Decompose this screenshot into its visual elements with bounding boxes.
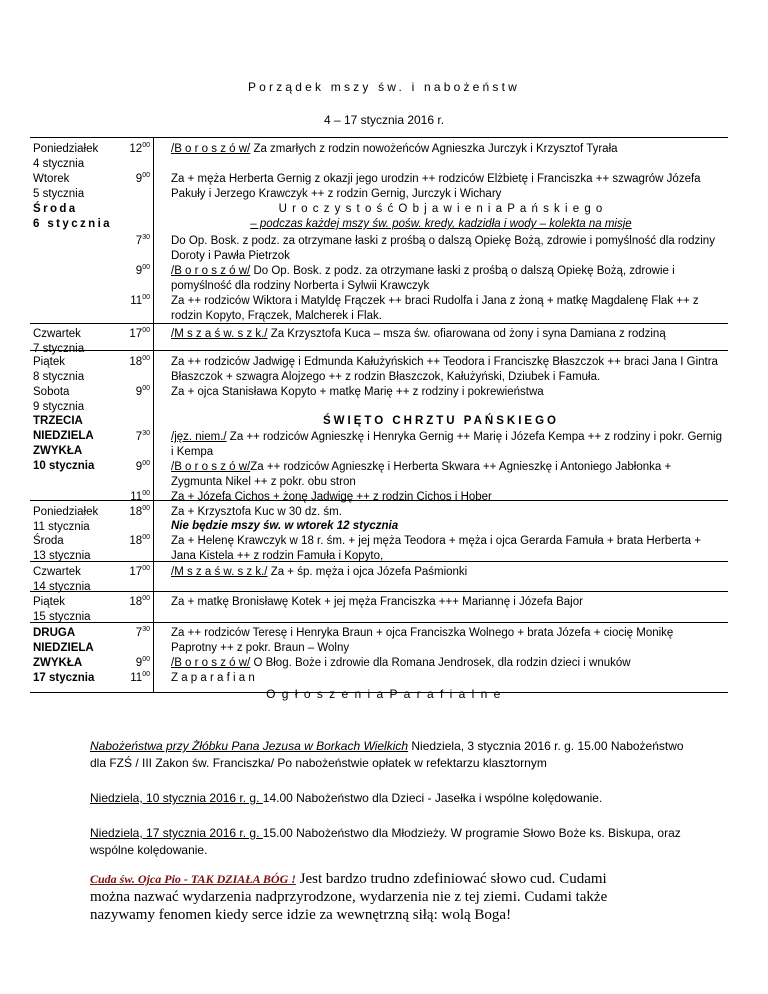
day-label: DRUGA NIEDZIELA ZWYKŁA 17 stycznia	[33, 627, 95, 684]
mass-intention: /M s z a ś w. s z k./ Za Krzysztofa Kuca – msza św. ofiarowana od żony i syna Damiana z rodziną	[171, 328, 666, 340]
day-label: Czwartek 14 stycznia	[33, 566, 91, 593]
table-column-divider	[153, 137, 154, 692]
mass-intention: /B o r o s z ó w/Za ++ rodziców Agnieszkę i Herberta Skwara ++ Agnieszkę i Antoniego Jabłonka + Zygmunta Nikel ++ z pokr. obu stron	[171, 461, 672, 488]
date-range: 4 – 17 stycznia 2016 r.	[323, 113, 445, 127]
mass-time: $9^{00}$	[135, 460, 150, 473]
mass-intention: Za ++ rodziców Wiktora i Matyldę Frączek ++ braci Rudolfa i Jana z żoną + matkę Magdalenę Flak ++ z rodzin Kopyto, Frączek, Malcherek i Flak.	[171, 295, 699, 322]
day-label: Sobota 9 stycznia	[33, 386, 85, 413]
feast-note: – podczas każdej mszy św. pośw. kredy, kadzidła i wody – kolekta na misje	[250, 218, 632, 230]
feast-heading: U r o c z y s t o ś ć O b j a w i e n i a P a ń s k i e g o	[278, 203, 604, 215]
notice-item: Niedziela, 10 stycznia 2016 r. g. 14.00 Nabożeństwo dla Dzieci - Jasełka i wspólne kolędowanie.	[90, 791, 603, 805]
mass-intention: /M s z a ś w. s z k./ Za + śp. męża i ojca Józefa Paśmionki	[171, 566, 468, 578]
day-label: Środa 6 stycznia	[33, 203, 112, 230]
mass-intention: Za ++ rodziców Teresę i Henryka Braun + ojca Franciszka Wolnego + brata Józefa + ciocię Monikę Paprotny ++ z pokr. Braun – Wolny	[171, 627, 674, 654]
mass-time: $7^{30}$	[135, 626, 150, 639]
mass-intention: Za + Krzysztofa Kuc w 30 dz. śm.	[171, 506, 342, 518]
day-label: Poniedziałek 4 stycznia	[33, 143, 99, 170]
day-label: Piątek 15 stycznia	[33, 596, 91, 623]
day-label: TRZECIA NIEDZIELA ZWYKŁA 10 stycznia	[33, 415, 95, 472]
day-label: Piątek 8 stycznia	[33, 356, 85, 383]
mass-time: $11^{00}$	[130, 294, 150, 307]
mass-intention: /B o r o s z ó w/ Do Op. Bosk. z podz. za otrzymane łaski z prośbą o dalszą Opiekę Bożą, zdrowie i pomyślność dla rodziny Norberta i Sylwii Krawczyk	[171, 265, 675, 292]
mass-intention: Z a p a r a f i a n	[171, 672, 255, 684]
mass-intention: /jęz. niem./ Za ++ rodziców Agnieszkę i Henryka Gernig ++ Marię i Józefa Kempa ++ z rodziny i pokr. Gernig i Kempa	[171, 431, 722, 458]
notice-item: Nabożeństwa przy Żłóbku Pana Jezusa w Borkach Wielkich Niedziela, 3 stycznia 2016 r. g. 15.00 Nabożeństwo dla FZŚ / III Zakon św. Franciszka/ Po nabożeństwie opłatek w refektarzu klasztornym	[90, 739, 684, 770]
mass-time: $9^{00}$	[135, 264, 150, 277]
mass-intention: Za + Józefa Cichos + żonę Jadwigę ++ z rodzin Cichos i Hober	[171, 491, 492, 503]
mass-time: $18^{00}$	[129, 355, 150, 368]
mass-intention: /B o r o s z ó w/ O Błog. Boże i zdrowie dla Romana Jendrosek, dla rodzin dzieci i wnuków	[171, 657, 631, 669]
pio-article: Cuda św. Ojca Pio - TAK DZIAŁA BÓG ! Jest bardzo trudno zdefiniować słowo cud. Cudami można nazwać wydarzenia nadprzyrodzone, wydarzenia nie z tej ziemi. Cudami także nazywamy fenomen kiedy serce idzie za wewnętrzną siłą: wolą Boga!	[90, 871, 608, 923]
mass-time: $9^{00}$	[135, 385, 150, 398]
mass-time: $18^{00}$	[129, 534, 150, 547]
announcements-heading: O g ł o s z e n i a P a r a f i a l n e	[266, 687, 502, 701]
mass-intention: Za + ojca Stanisława Kopyto + matkę Marię ++ z rodziny i pokrewieństwa	[171, 386, 544, 398]
mass-intention: Do Op. Bosk. z podz. za otrzymane łaski z prośbą o dalszą Opiekę Bożą, zdrowie i pomyślność dla rodziny Doroty i Pawła Pietrzok	[171, 235, 715, 262]
mass-time: $12^{00}$	[129, 142, 150, 155]
mass-intention: Za + męża Herberta Gernig z okazji jego urodzin ++ rodziców Elżbietę i Franciszka ++ szwagrów Józefa Pakuły i Jerzego Krawczyk ++ z rodzin Gernig, Jurczyk i Wichary	[171, 173, 701, 200]
mass-intention: Za + Helenę Krawczyk w 18 r. śm. + jej męża Teodora + męża i ojca Gerarda Famuła + brata Herberta + Jana Kistela ++ z rodzin Famuła i Kopyto,	[171, 535, 701, 562]
mass-intention: /B o r o s z ó w/ Za zmarłych z rodzin nowożeńców Agnieszka Jurczyk i Krzysztof Tyrała	[171, 143, 618, 155]
mass-time: $7^{30}$	[135, 234, 150, 247]
day-label: Poniedziałek 11 stycznia	[33, 506, 99, 533]
mass-time: $11^{00}$	[130, 671, 150, 684]
mass-time: $18^{00}$	[129, 595, 150, 608]
mass-time: $17^{00}$	[129, 565, 150, 578]
notice-item: Niedziela, 17 stycznia 2016 r. g. 15.00 Nabożeństwo dla Młodzieży. W programie Słowo Boże ks. Biskupa, oraz wspólne kolędowanie.	[90, 826, 681, 857]
mass-time: $18^{00}$	[129, 505, 150, 518]
day-label: Wtorek 5 stycznia	[33, 173, 85, 200]
day-label: Czwartek 7 stycznia	[33, 328, 85, 355]
mass-time: $7^{30}$	[135, 430, 150, 443]
mass-time: $9^{00}$	[135, 172, 150, 185]
mass-time: $17^{00}$	[129, 327, 150, 340]
day-label: Środa 13 stycznia	[33, 535, 91, 562]
mass-intention: Za ++ rodziców Jadwigę i Edmunda Kałużyńskich ++ Teodora i Franciszkę Błaszczok ++ braci Jana I Gintra Błaszczok + szwagra Alojzego ++ z rodzin Błaszczok, Kałużyński, Dziubek i Famuła.	[171, 356, 718, 383]
table-top-border	[30, 137, 728, 138]
no-mass-notice: Nie będzie mszy św. w wtorek 12 stycznia	[171, 520, 399, 532]
mass-time: $11^{00}$	[130, 490, 150, 503]
mass-time: $9^{00}$	[135, 656, 150, 669]
feast-heading: ŚWIĘTO CHRZTU PAŃSKIEGO	[323, 415, 559, 427]
page-title: Porządek mszy św. i nabożeństw	[247, 80, 521, 94]
mass-intention: Za + matkę Bronisławę Kotek + jej męża Franciszka +++ Mariannę i Józefa Bajor	[171, 596, 583, 608]
